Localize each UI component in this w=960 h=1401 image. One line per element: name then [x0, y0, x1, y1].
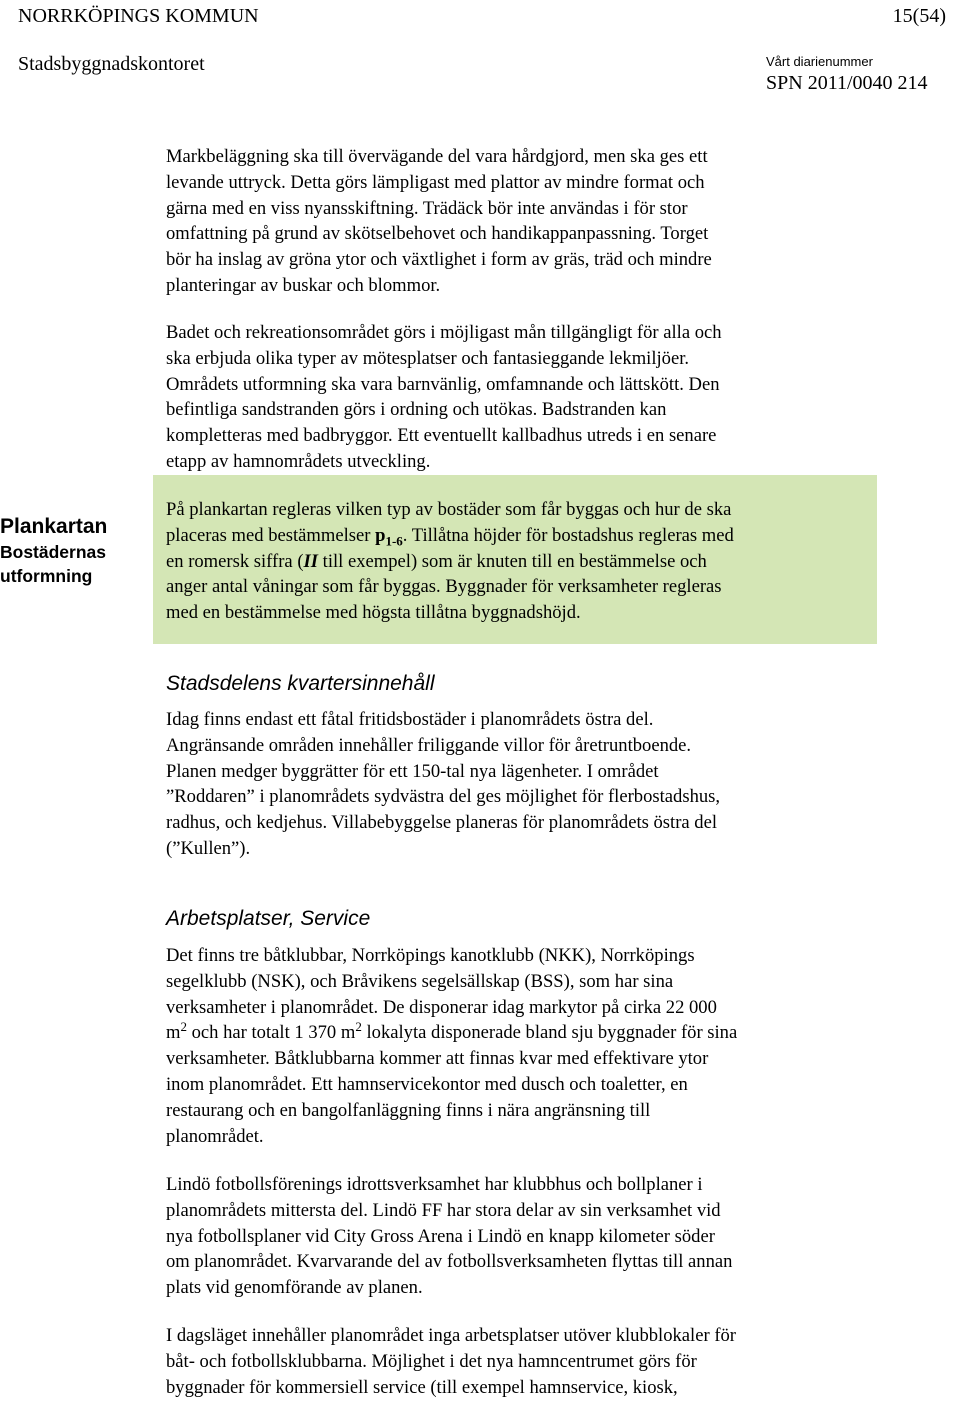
- text-line: Planen medger byggrätter för ett 150-tal nya lägenheter. I området: [166, 760, 659, 782]
- text-line: Idag finns endast ett fåtal fritidsbostäder i planområdets östra del.: [166, 709, 654, 730]
- paragraph-arbetsplatser: [166, 1323, 866, 1400]
- text-line: radhus, och kedjehus. Villabebyggelse planeras för planområdets östra del: [166, 812, 718, 834]
- bestammelse-subscript: 1-6: [385, 533, 403, 549]
- text-line: plats vid genomförande av planen.: [166, 1277, 423, 1299]
- text-line: Badet och rekreationsområdet görs i möjligast mån tillgängligt för alla och: [166, 322, 722, 343]
- text-line: byggnader för kommersiell service (till exempel hamnservice, kiosk,: [166, 1376, 678, 1398]
- text-line: gärna med en viss nyansskiftning. Trädäck bör inte användas i för stor: [166, 197, 688, 219]
- paragraph-lindo-ff: [166, 1172, 866, 1301]
- paragraph-batklubbar: [166, 943, 866, 1149]
- paragraph-kvartersinnehall: [166, 707, 866, 862]
- text-line: en romersk siffra (II till exempel) som är knuten till en bestämmelse och: [166, 550, 707, 572]
- text-line: båt- och fotbollsklubbarna. Möjlighet i det nya hamncentrumet görs för: [166, 1350, 697, 1372]
- text-line: placeras med bestämmelser $p_{1-6}$. Tillåtna höjder för bostadshus regleras med: [166, 524, 734, 549]
- text-line: omfattning på grund av skötselbehovet och handikappanpassning. Torget: [166, 223, 709, 245]
- section-heading: Stadsdelens kvartersinnehåll: [166, 672, 435, 695]
- text-line: (”Kullen”).: [166, 837, 251, 859]
- text-line: verksamheter. Båtklubbarna kommer att finnas kvar med effektivare ytor: [166, 1048, 709, 1070]
- text-line: Angränsande områden innehåller friliggande villor för åretruntboende.: [166, 734, 692, 756]
- header-page-number: 15(54): [892, 5, 946, 27]
- text-line: Markbeläggning ska till övervägande del vara hårdgjord, men ska ges ett: [166, 146, 708, 167]
- sidebar-note: [0, 514, 150, 588]
- text-line: I dagsläget innehåller planområdet inga arbetsplatser utöver klubblokaler för: [166, 1325, 736, 1346]
- roman-numeral: II: [303, 550, 318, 572]
- paragraph-badet: [166, 320, 866, 475]
- bestammelse-p: p: [375, 524, 386, 546]
- text-line: med en bestämmelse med högsta tillåtna byggnadshöjd.: [166, 602, 581, 624]
- text-line: $m^2$ och har totalt 1 370 $m^2$ lokalyta disponerade bland sju byggnader för sina: [166, 1019, 738, 1044]
- text-line: bör ha inslag av gröna ytor och växtlighet i form av gräs, träd och mindre: [166, 249, 712, 271]
- text-line: etapp av hamnområdets utveckling.: [166, 450, 431, 472]
- text-line: anger antal våningar som får byggas. Byggnader för verksamheter regleras: [166, 576, 722, 598]
- text-line: nya fotbollsplaner vid City Gross Arena i Lindö en knapp kilometer söder: [166, 1225, 715, 1247]
- text-line: Områdets utformning ska vara barnvänlig, omfamnande och lättskött. Den: [166, 373, 720, 395]
- text-line: planteringar av buskar och blommor.: [166, 274, 441, 296]
- paragraph-plankartan: [166, 497, 866, 626]
- text-line: På plankartan regleras vilken typ av bostäder som får byggas och hur de ska: [166, 499, 732, 520]
- text-line: inom planområdet. Ett hamnservicekontor med dusch och toaletter, en: [166, 1073, 688, 1095]
- text-line: planområdets mittersta del. Lindö FF har stora delar av sin verksamhet vid: [166, 1199, 721, 1221]
- text-line: Det finns tre båtklubbar, Norrköpings kanotklubb (NKK), Norrköpings: [166, 945, 695, 966]
- text-line: ”Roddaren” i planområdets sydvästra del ges möjlighet för flerbostadshus,: [166, 786, 721, 808]
- text-line: om planområdet. Kvarvarande del av fotbollsverksamheten flyttas till annan: [166, 1251, 733, 1273]
- header-diarie-label: Vårt diarienummer: [766, 54, 873, 69]
- text-line: verksamheter i planområdet. De disponerar idag markytor på cirka 22 000: [166, 996, 717, 1018]
- sidebar-title: Plankartan: [0, 515, 108, 538]
- text-line: befintliga sandstranden görs i ordning och utökas. Badstranden kan: [166, 399, 667, 421]
- text-line: ska erbjuda olika typer av mötesplatser och fantasieggande lekmiljöer.: [166, 347, 690, 369]
- header-department: Stadsbyggnadskontoret: [18, 53, 205, 75]
- header-org: NORRKÖPINGS KOMMUN: [18, 5, 259, 27]
- header-diarie-number: SPN 2011/0040 214: [766, 72, 928, 94]
- sidebar-subtitle-line: utformning: [0, 566, 93, 586]
- text-line: kompletteras med badbryggor. Ett eventuellt kallbadhus utreds i en senare: [166, 425, 717, 447]
- section-heading: Arbetsplatser, Service: [166, 907, 371, 930]
- text-line: planområdet.: [166, 1125, 264, 1147]
- sidebar-subtitle-line: Bostädernas: [0, 542, 107, 562]
- text-line: restaurang och en bangolfanläggning finns i nära angränsning till: [166, 1099, 651, 1121]
- text-line: segelklubb (NSK), och Bråvikens segelsällskap (BSS), som har sina: [166, 970, 674, 992]
- text-line: Lindö fotbollsförenings idrottsverksamhet har klubbhus och bollplaner i: [166, 1174, 703, 1195]
- text-line: levande uttryck. Detta görs lämpligast med plattor av mindre format och: [166, 171, 705, 193]
- paragraph-markbelaggning: [166, 144, 866, 299]
